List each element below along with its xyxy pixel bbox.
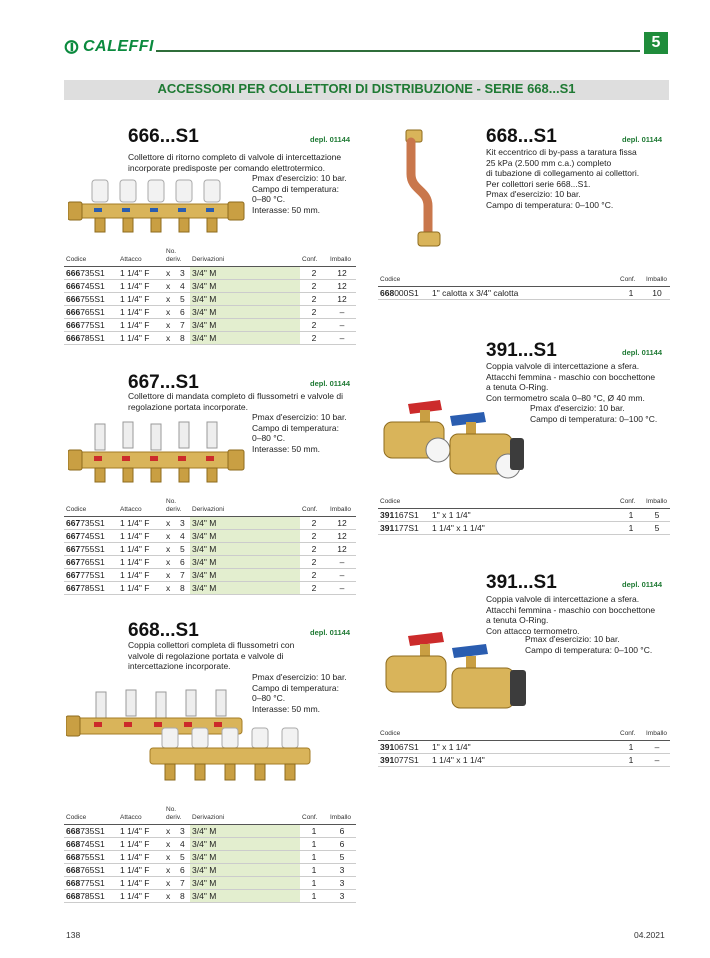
col-header: Codice xyxy=(378,498,430,509)
spec-line: 0–80 °C. xyxy=(252,433,286,443)
col-header: Derivazioni xyxy=(190,248,300,267)
col-header xyxy=(430,730,618,741)
col-header: Imballo xyxy=(328,248,356,267)
table-row: 668745S1 1 1/4" F x 4 3/4" M 1 6 xyxy=(64,838,356,851)
desc-line: Pmax d'esercizio: 10 bar. xyxy=(486,189,581,199)
chapter-badge: 5 xyxy=(644,32,668,54)
desc-line: Attacchi femmina - maschio con bocchettone xyxy=(486,371,656,382)
product-desc-668: Coppia collettori completa di flussometri con valvole di regolazione portata e valvole di intercettazione incorporate. xyxy=(128,640,295,671)
caleffi-logo-icon xyxy=(64,38,79,56)
col-header: Attacco xyxy=(118,498,164,517)
table-row: 391067S1 1" x 1 1/4" 1 – xyxy=(378,741,670,754)
spec-line: Campo di temperatura: 0–100 °C. xyxy=(530,413,658,424)
table-row: 667775S1 1 1/4" F x 7 3/4" M 2 – xyxy=(64,569,356,582)
manifold-667-image xyxy=(68,420,248,490)
product-specs-391-b xyxy=(525,634,652,655)
col-header: Codice xyxy=(378,730,430,741)
table-row: 667735S1 1 1/4" F x 3 3/4" M 2 12 xyxy=(64,517,356,530)
col-header: Conf. xyxy=(300,806,328,825)
col-header: Imballo xyxy=(644,276,670,287)
col-header: Codice xyxy=(64,806,118,825)
depl-668: depl. 01144 xyxy=(310,628,351,637)
spec-line: Pmax d'esercizio: 10 bar. xyxy=(530,403,625,413)
table-row: 668755S1 1 1/4" F x 5 3/4" M 1 5 xyxy=(64,851,356,864)
section-title: ACCESSORI PER COLLETTORI DI DISTRIBUZIONE - SERIE 668...S1 xyxy=(157,81,576,96)
desc-line: a tenuta O-Ring. xyxy=(486,382,549,392)
product-desc-666: Collettore di ritorno completo di valvole di intercettazione incorporate predisposte per comando elettrotermico. xyxy=(128,152,342,173)
col-header: Derivazioni xyxy=(190,806,300,825)
table-391-b xyxy=(378,730,670,767)
desc-line: Coppia valvole di intercettazione a sfera. xyxy=(486,594,640,604)
col-header: Codice xyxy=(64,248,118,267)
col-header: Imballo xyxy=(644,498,670,509)
col-header: Attacco xyxy=(118,248,164,267)
table-row: 667785S1 1 1/4" F x 8 3/4" M 2 – xyxy=(64,582,356,595)
table-row: 666785S1 1 1/4" F x 8 3/4" M 2 – xyxy=(64,332,356,345)
spec-line: Campo di temperatura: 0–100 °C. xyxy=(525,644,653,655)
desc-line: di tubazione di collegamento ai collettori. xyxy=(486,168,640,178)
table-row: 668000S1 1" calotta x 3/4" calotta 1 10 xyxy=(378,287,670,300)
spec-line: Pmax d'esercizio: 10 bar. xyxy=(252,672,347,682)
col-header: Attacco xyxy=(118,806,164,825)
edition-date: 04.2021 xyxy=(634,930,665,940)
col-header xyxy=(430,498,618,509)
product-specs-666 xyxy=(252,173,347,215)
table-row: 666775S1 1 1/4" F x 7 3/4" M 2 – xyxy=(64,319,356,332)
col-header: No. deriv. xyxy=(164,248,190,267)
table-row: 391167S1 1" x 1 1/4" 1 5 xyxy=(378,509,670,522)
table-row: 667765S1 1 1/4" F x 6 3/4" M 2 – xyxy=(64,556,356,569)
depl-668-kit: depl. 01144 xyxy=(622,135,663,144)
spec-line: Campo di temperatura: xyxy=(252,422,339,433)
desc-line: 25 kPa (2.500 mm c.a.) completo xyxy=(486,157,612,168)
ball-valves-image xyxy=(382,630,532,720)
col-header: No. deriv. xyxy=(164,498,190,517)
spec-line: 0–80 °C. xyxy=(252,194,286,204)
page-number: 138 xyxy=(66,930,81,940)
table-row: 668735S1 1 1/4" F x 3 3/4" M 1 6 xyxy=(64,825,356,838)
col-header: No. deriv. xyxy=(164,806,190,825)
product-specs-667 xyxy=(252,412,347,454)
col-header: Imballo xyxy=(328,498,356,517)
spec-line: Campo di temperatura: xyxy=(252,682,339,693)
table-668 xyxy=(64,806,356,903)
desc-line: Con attacco termometro. xyxy=(486,625,580,636)
desc-line: Con termometro scala 0–80 °C, Ø 40 mm. xyxy=(486,392,645,403)
table-row: 667745S1 1 1/4" F x 4 3/4" M 2 12 xyxy=(64,530,356,543)
product-title-666: 666...S1 xyxy=(128,126,199,147)
col-header: Imballo xyxy=(644,730,670,741)
depl-391-b: depl. 01144 xyxy=(622,580,663,589)
desc-line: Per collettori serie 668...S1. xyxy=(486,178,591,189)
desc-line: a tenuta O-Ring. xyxy=(486,615,549,625)
col-header: Imballo xyxy=(328,806,356,825)
table-row: 391177S1 1 1/4" x 1 1/4" 1 5 xyxy=(378,522,670,535)
product-specs-391-a xyxy=(530,403,657,424)
manifold-pair-668-image xyxy=(66,688,316,790)
product-title-668: 668...S1 xyxy=(128,620,199,641)
col-header: Conf. xyxy=(618,276,644,287)
desc-line: Kit eccentrico di by-pass a taratura fissa xyxy=(486,147,637,157)
manifold-666-image xyxy=(68,176,248,238)
table-666 xyxy=(64,248,356,345)
table-391-a xyxy=(378,498,670,535)
product-title-667: 667...S1 xyxy=(128,372,199,393)
bypass-kit-image xyxy=(398,128,444,250)
desc-line: Coppia valvole di intercettazione a sfera. xyxy=(486,361,640,371)
product-title-391-b: 391...S1 xyxy=(486,572,557,593)
table-667 xyxy=(64,498,356,595)
spec-line: Campo di temperatura: xyxy=(252,183,339,194)
col-header xyxy=(430,276,618,287)
header-rule xyxy=(156,50,640,52)
col-header: Conf. xyxy=(618,730,644,741)
product-title-668-kit: 668...S1 xyxy=(486,126,557,147)
table-row: 391077S1 1 1/4" x 1 1/4" 1 – xyxy=(378,754,670,767)
product-desc-667: Collettore di mandata completo di flussometri e valvole di regolazione portata incorporate. xyxy=(128,391,343,412)
desc-line: Campo di temperatura: 0–100 °C. xyxy=(486,199,614,210)
depl-666: depl. 01144 xyxy=(310,135,351,144)
col-header: Derivazioni xyxy=(190,498,300,517)
col-header: Conf. xyxy=(618,498,644,509)
table-row: 666765S1 1 1/4" F x 6 3/4" M 2 – xyxy=(64,306,356,319)
col-header: Conf. xyxy=(300,498,328,517)
spec-line: 0–80 °C. xyxy=(252,693,286,703)
depl-391-a: depl. 01144 xyxy=(622,348,663,357)
brand-logo xyxy=(64,36,154,58)
col-header: Conf. xyxy=(300,248,328,267)
col-header: Codice xyxy=(378,276,430,287)
table-row: 668775S1 1 1/4" F x 7 3/4" M 1 3 xyxy=(64,877,356,890)
table-row: 666745S1 1 1/4" F x 4 3/4" M 2 12 xyxy=(64,280,356,293)
spec-line: Interasse: 50 mm. xyxy=(252,703,321,714)
table-668-kit xyxy=(378,276,670,300)
desc-line: Attacchi femmina - maschio con bocchettone xyxy=(486,604,656,615)
brand-name: CALEFFI xyxy=(82,38,154,55)
product-desc-668-kit xyxy=(486,147,639,210)
spec-line: Pmax d'esercizio: 10 bar. xyxy=(252,173,347,183)
table-row: 668765S1 1 1/4" F x 6 3/4" M 1 3 xyxy=(64,864,356,877)
col-header: Codice xyxy=(64,498,118,517)
table-row: 666735S1 1 1/4" F x 3 3/4" M 2 12 xyxy=(64,267,356,280)
table-row: 667755S1 1 1/4" F x 5 3/4" M 2 12 xyxy=(64,543,356,556)
spec-line: Pmax d'esercizio: 10 bar. xyxy=(252,412,347,422)
spec-line: Interasse: 50 mm. xyxy=(252,204,321,215)
depl-667: depl. 01144 xyxy=(310,379,351,388)
spec-line: Interasse: 50 mm. xyxy=(252,443,321,454)
product-title-391-a: 391...S1 xyxy=(486,340,557,361)
table-row: 668785S1 1 1/4" F x 8 3/4" M 1 3 xyxy=(64,890,356,903)
table-row: 666755S1 1 1/4" F x 5 3/4" M 2 12 xyxy=(64,293,356,306)
spec-line: Pmax d'esercizio: 10 bar. xyxy=(525,634,620,644)
ball-valves-thermometer-image xyxy=(380,392,530,488)
